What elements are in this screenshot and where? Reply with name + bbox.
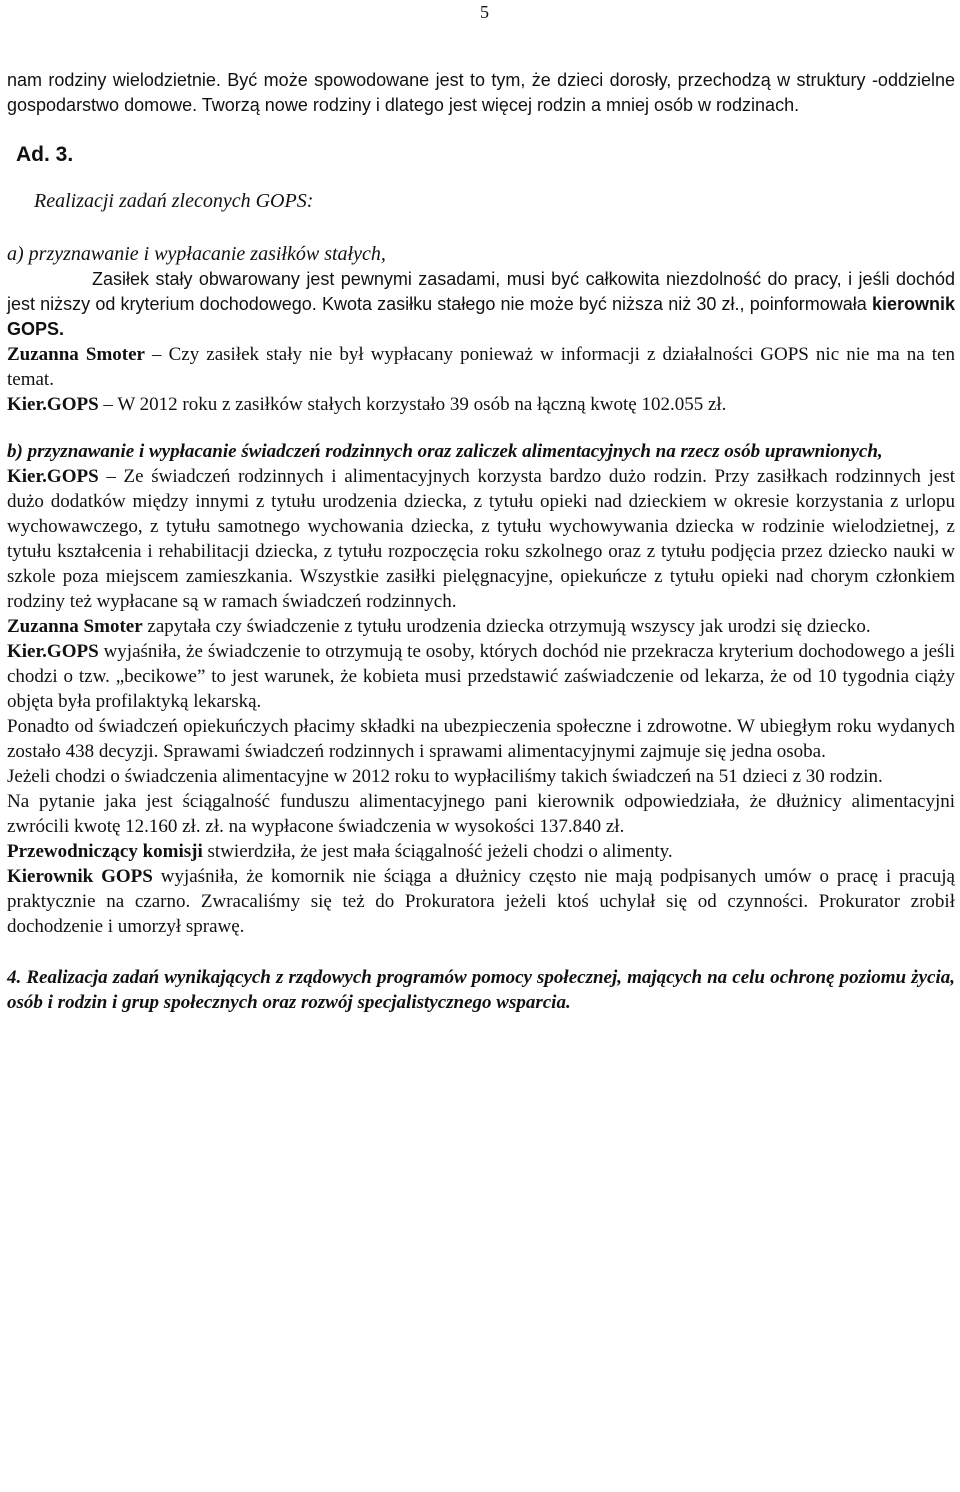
speaker-text: zapytała czy świadczenie z tytułu urodzenia dziecka otrzymują wszyscy jak urodzi się dziecko. xyxy=(142,616,871,637)
document-body xyxy=(7,68,955,1015)
kier-answer-4 xyxy=(7,864,955,939)
speaker-text: wyjaśniła, że komornik nie ściąga a dłużnicy często nie mają podpisanych umów o pracę i pracują praktycznie na czarno. Zwracaliśmy się też do Prokuratora jeżeli ktoś uchylał się od czynności. Prokurator zrobił dochodzenie i umorzył sprawę. xyxy=(7,866,955,937)
speaker-name: Zuzanna Smoter xyxy=(7,344,145,365)
section-title: Realizacji zadań zleconych GOPS: xyxy=(34,190,314,212)
page-number: 5 xyxy=(480,2,489,22)
smoter-question-2 xyxy=(7,614,955,639)
kier-answer-2 xyxy=(7,464,955,614)
item-a-heading: a) przyznawanie i wypłacanie zasiłków stałych, xyxy=(7,243,386,265)
ad-heading: Ad. 3. xyxy=(16,143,74,166)
item-a-text: Zasiłek stały obwarowany jest pewnymi zasadami, musi być całkowita niezdolność do pracy, i jeśli dochód jest niższy od kryterium dochodowego. Kwota zasiłku stałego nie może być niższa niż 30 zł., poinformowała xyxy=(7,269,955,314)
paragraph-jezeli: Jeżeli chodzi o świadczenia alimentacyjne w 2012 roku to wypłaciliśmy takich świadczeń na 51 dzieci z 30 rodzin. xyxy=(7,766,883,787)
speaker-name: Zuzanna Smoter xyxy=(7,616,143,637)
kier-answer-3 xyxy=(7,639,955,714)
speaker-name: Kier.GOPS xyxy=(7,466,99,487)
speaker-name: Przewodniczący komisji xyxy=(7,841,203,862)
speaker-name: Kierownik GOPS xyxy=(7,866,153,887)
intro-paragraph: nam rodziny wielodzietnie. Być może spowodowane jest to tym, że dzieci dorosły, przechodzą w struktury -oddzielne gospodarstwo domowe. Tworzą nowe rodziny i dlatego jest więcej rodzin a mniej osób w rodzinach. xyxy=(7,70,955,115)
kier-answer-1 xyxy=(7,392,955,417)
speaker-text: – Ze świadczeń rodzinnych i alimentacyjnych korzysta bardzo dużo rodzin. Przy zasiłkach rodzinnych jest dużo dodatków między innymi z tytułu urodzenia dziecka, z tytułu opieki nad dzieckiem w okresie korzystania z urlopu wychowawczego, z tytułu samotnego wychowania dziecka, z tytułu wychowywania dziecka w rodzinie wielodzietnej, z tytułu kształcenia i rehabilitacji dziecka, z tytułu rozpoczęcia roku szkolnego oraz z tytułu podjęcia przez dziecko nauki w szkole poza miejscem zamieszkania. Wszystkie zasiłki pielęgnacyjne, opiekuńcze z tytułu opieki nad chorym członkiem rodziny też wypłacane są w ramach świadczeń rodzinnych. xyxy=(7,466,955,612)
speaker-text: wyjaśniła, że świadczenie to otrzymują te osoby, których dochód nie przekracza kryterium dochodowego a jeśli chodzi o tzw. „becikowe” to jest warunek, że kobieta musi przedstawić zaświadczenie od lekarza, że od 10 tygodnia ciąży objęta była profilaktyką lekarską. xyxy=(7,641,955,712)
item-a-speaker: kierownik GOPS. xyxy=(7,294,955,339)
speaker-text: – Czy zasiłek stały nie był wypłacany ponieważ w informacji z działalności GOPS nic nie ma na ten temat. xyxy=(7,344,955,390)
paragraph-ponadto: Ponadto od świadczeń opiekuńczych płacimy składki na ubezpieczenia społeczne i zdrowotne. W ubiegłym roku wydanych zostało 438 decyzji. Sprawami świadczeń rodzinnych i sprawami alimentacyjnymi zajmuje się jedna osoba. xyxy=(7,716,955,762)
speaker-text: stwierdziła, że jest mała ściągalność jeżeli chodzi o alimenty. xyxy=(202,841,673,862)
speaker-name: Kier.GOPS xyxy=(7,394,99,415)
chair-statement xyxy=(7,839,955,864)
speaker-text: – W 2012 roku z zasiłków stałych korzystało 39 osób na łączną kwotę 102.055 zł. xyxy=(98,394,727,415)
speaker-name: Kier.GOPS xyxy=(7,641,99,662)
item-a-paragraph xyxy=(7,267,955,342)
item-4-heading: 4. Realizacja zadań wynikających z rządowych programów pomocy społecznej, mających na celu ochronę poziomu życia, osób i rodzin i grup społecznych oraz rozwój specjalistycznego wsparcia. xyxy=(7,967,955,1013)
item-b-heading: b) przyznawanie i wypłacanie świadczeń rodzinnych oraz zaliczek alimentacyjnych na rzecz osób uprawnionych, xyxy=(7,441,883,462)
smoter-question-1 xyxy=(7,342,955,392)
paragraph-na-pytanie: Na pytanie jaka jest ściągalność funduszu alimentacyjnego pani kierownik odpowiedziała, że dłużnicy alimentacyjni zwrócili kwotę 12.160 zł. zł. na wypłacone świadczenia w wysokości 137.840 zł. xyxy=(7,791,955,837)
